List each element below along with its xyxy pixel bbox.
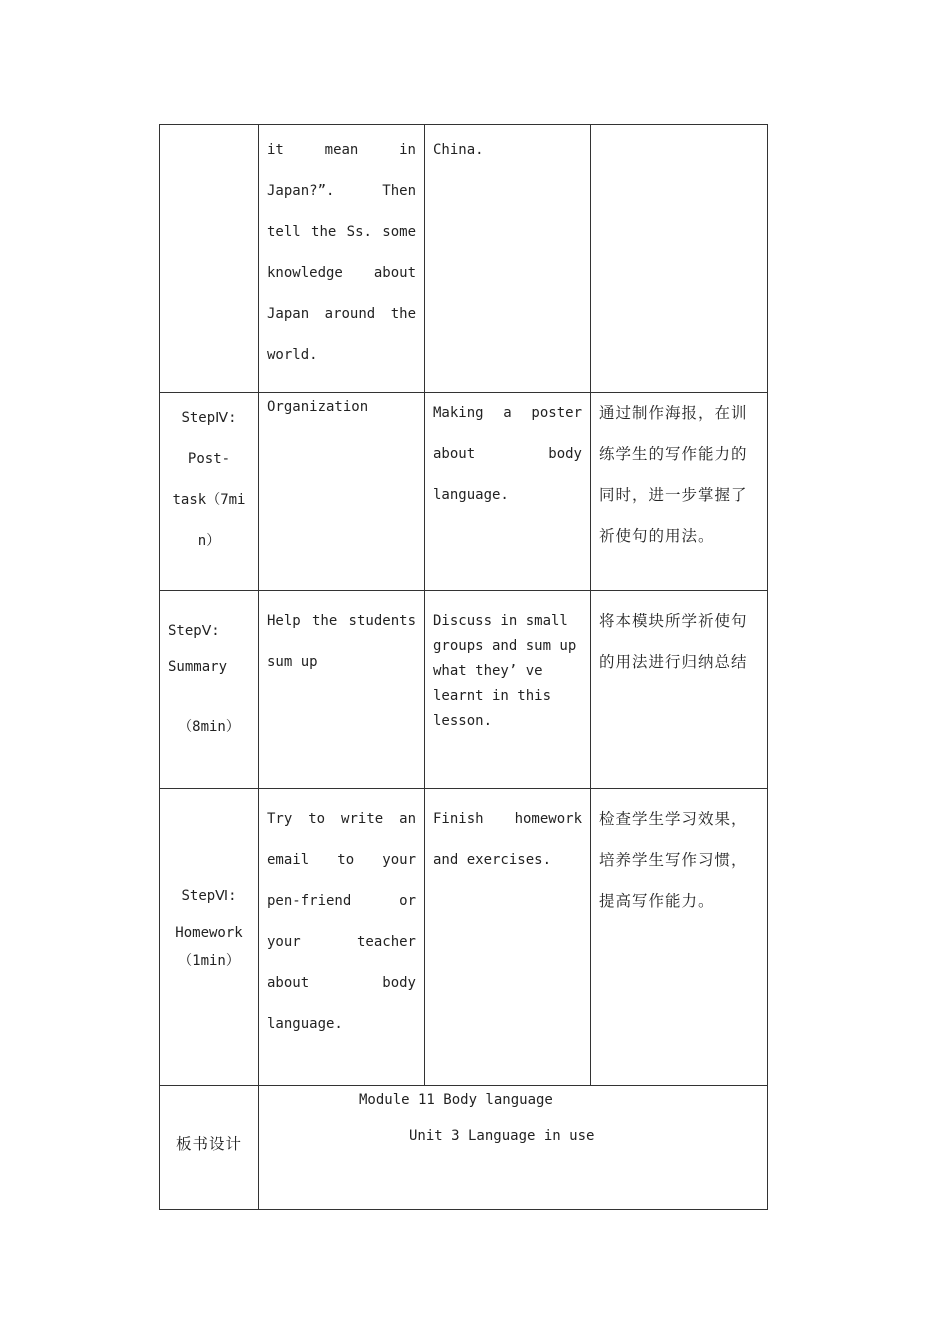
text-line: 将本模块所学祈使句 (599, 612, 748, 630)
text-line: world. (267, 347, 318, 363)
activity-cell (259, 125, 425, 393)
board-content-cell (259, 1086, 768, 1210)
students-cell (425, 125, 591, 393)
activity-cell (259, 789, 425, 1086)
step-text: Summary (168, 659, 228, 675)
text-line: 祈使句的用法。 (599, 527, 715, 545)
students-cell (425, 591, 591, 789)
text-line: Discuss in small (433, 613, 568, 629)
table-row (160, 1086, 768, 1210)
text-line: language. (433, 487, 509, 503)
text-line: language. (267, 1016, 343, 1032)
purpose-cell (591, 591, 768, 789)
students-cell (425, 789, 591, 1086)
text-line: 同时，进一步掌握了 (599, 486, 748, 504)
board-label: 板书设计 (175, 1134, 242, 1153)
text-line: learnt in this (433, 688, 552, 704)
purpose-cell (591, 125, 768, 393)
text-line: 培养学生写作习惯， (599, 851, 748, 869)
text-line: Try to write an (267, 811, 416, 827)
text-line: Japan?”. Then (267, 183, 416, 199)
table-row (160, 393, 768, 591)
table-row (160, 591, 768, 789)
text-line: China. (433, 142, 484, 158)
step-title: StepⅤ: (168, 623, 220, 639)
text-line: about body (267, 975, 416, 991)
text-line: email to your (267, 852, 416, 868)
text-line: 检查学生学习效果， (599, 810, 748, 828)
text-line: lesson. (433, 713, 493, 729)
step-cell (160, 125, 259, 393)
text-line: groups and sum up (433, 638, 577, 654)
step-text: （1min） (178, 953, 240, 969)
students-cell (425, 393, 591, 591)
text-line: and exercises. (433, 852, 552, 868)
purpose-cell (591, 789, 768, 1086)
text-line: 练学生的写作能力的 (599, 445, 748, 463)
text-line: Finish homework (433, 811, 582, 827)
spacer (168, 685, 250, 709)
text-line: Making a poster (433, 405, 582, 421)
text-line: Organization (267, 399, 369, 415)
text-line: 的用法进行归纳总结 (599, 653, 748, 671)
step-text: （8min） (178, 719, 240, 735)
table-row (160, 125, 768, 393)
text-line: your teacher (267, 934, 416, 950)
text-line: Help the students (267, 613, 416, 629)
table-row (160, 789, 768, 1086)
text-line: tell the Ss. some (267, 224, 416, 240)
text-line: knowledge about (267, 265, 416, 281)
text-line: what they’ ve (433, 663, 543, 679)
step-cell (160, 591, 259, 789)
step-title: StepⅣ: (181, 410, 237, 426)
step-title: StepⅥ: (181, 888, 237, 904)
text-line: pen-friend or (267, 893, 416, 909)
board-label-cell (160, 1086, 259, 1210)
text-line: it mean in (267, 142, 416, 158)
text-line: Japan around the (267, 306, 416, 322)
activity-cell (259, 393, 425, 591)
board-line: Module 11 Body language (359, 1092, 553, 1108)
step-text: Post- (187, 451, 231, 467)
lesson-plan-table (159, 124, 768, 1210)
text-line: about body (433, 446, 582, 462)
text-line: 提高写作能力。 (599, 892, 715, 910)
board-line: Unit 3 Language in use (409, 1128, 595, 1144)
text-line: 通过制作海报，在训 (599, 404, 748, 422)
step-text: Homework (175, 925, 243, 941)
activity-cell (259, 591, 425, 789)
text-line: sum up (267, 654, 318, 670)
purpose-cell (591, 393, 768, 591)
step-cell (160, 393, 259, 591)
step-text: n） (197, 533, 221, 549)
step-cell (160, 789, 259, 1086)
step-text: task（7mi (172, 492, 246, 508)
